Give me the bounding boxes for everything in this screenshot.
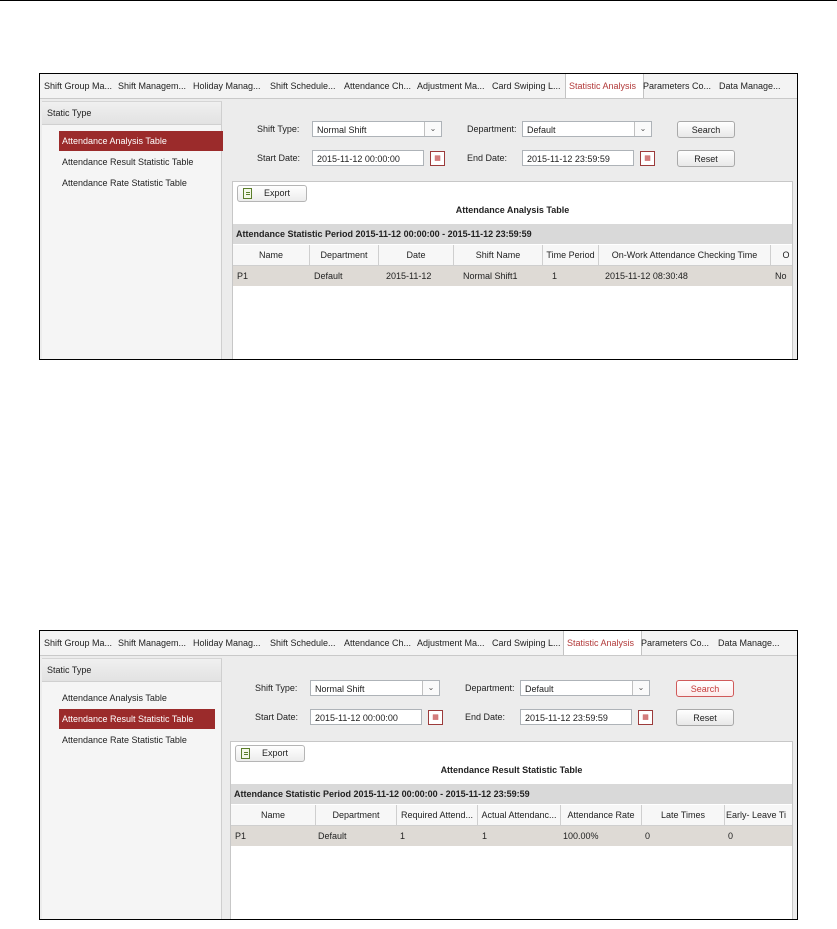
column-header[interactable]: Early- Leave Ti [725, 810, 787, 820]
sidebar-item-attendance-rate[interactable]: Attendance Rate Statistic Table [62, 735, 187, 745]
tab-parameters-configuration[interactable]: Parameters Co... [643, 81, 712, 91]
sidebar-item-attendance-result[interactable]: Attendance Result Statistic Table [62, 157, 194, 167]
export-icon [243, 188, 252, 199]
cell-shift-name: Normal Shift1 [463, 271, 518, 281]
cell-on-work-time: 2015-11-12 08:30:48 [605, 271, 688, 281]
sidebar-header: Static Type [42, 102, 221, 125]
column-header[interactable]: Time Period [543, 245, 599, 265]
end-date-label: End Date: [465, 712, 506, 722]
calendar-icon[interactable]: ▦ [430, 151, 445, 166]
column-header[interactable]: Actual Attendanc... [478, 805, 561, 825]
end-date-field[interactable] [522, 150, 651, 166]
screenshot-attendance-analysis [39, 73, 798, 360]
chevron-down-icon[interactable]: ⌄ [634, 122, 651, 136]
start-date-field[interactable] [312, 150, 441, 166]
end-date-field[interactable] [520, 709, 649, 725]
cell-actual-attendance: 1 [482, 831, 488, 841]
cell-truncated: No [775, 271, 787, 281]
search-button[interactable]: Search [676, 680, 734, 697]
column-header[interactable]: Department [310, 245, 379, 265]
start-date-label: Start Date: [257, 153, 301, 163]
chevron-down-icon[interactable]: ⌄ [632, 681, 649, 695]
sidebar-item-attendance-result[interactable]: Attendance Result Statistic Table [59, 709, 215, 729]
shift-type-label: Shift Type: [257, 124, 300, 134]
cell-name: P1 [237, 271, 249, 281]
cell-early-leave-times: 0 [728, 831, 734, 841]
department-select[interactable] [520, 680, 650, 696]
table-row[interactable] [231, 826, 792, 846]
sidebar-header: Static Type [42, 659, 221, 682]
export-label: Export [262, 748, 289, 758]
tab-attendance-check[interactable]: Attendance Ch... [344, 81, 412, 91]
calendar-icon[interactable]: ▦ [640, 151, 655, 166]
column-header[interactable]: On-Work Attendance Checking Time [599, 245, 771, 265]
tab-adjustment-management[interactable]: Adjustment Ma... [417, 81, 485, 91]
cell-department: Default [318, 831, 347, 841]
start-date-field[interactable] [310, 709, 439, 725]
end-date-value: 2015-11-12 23:59:59 [525, 713, 608, 723]
shift-type-select[interactable] [310, 680, 440, 696]
export-button[interactable] [235, 745, 305, 762]
cell-required-attendance: 1 [400, 831, 406, 841]
column-header[interactable]: Shift Name [454, 245, 543, 265]
tab-shift-group[interactable]: Shift Group Ma... [44, 638, 113, 648]
tab-card-swiping-log[interactable]: Card Swiping L... [492, 81, 561, 91]
reset-button[interactable]: Reset [676, 709, 734, 726]
static-type-sidebar [42, 101, 222, 359]
start-date-value: 2015-11-12 00:00:00 [317, 154, 400, 164]
search-button[interactable]: Search [677, 121, 735, 138]
screenshot-attendance-result [39, 630, 798, 920]
module-tab-bar [40, 74, 797, 99]
tab-shift-schedule[interactable]: Shift Schedule... [270, 638, 336, 648]
column-header[interactable]: Department [316, 805, 397, 825]
tab-data-management[interactable]: Data Manage... [718, 638, 780, 648]
tab-shift-group[interactable]: Shift Group Ma... [44, 81, 113, 91]
tab-shift-management[interactable]: Shift Managem... [118, 81, 187, 91]
column-header[interactable]: Late Times [642, 805, 725, 825]
module-tab-bar [40, 631, 797, 656]
end-date-value: 2015-11-12 23:59:59 [527, 154, 610, 164]
table-row[interactable] [233, 266, 792, 286]
sidebar-item-attendance-analysis[interactable]: Attendance Analysis Table [59, 131, 223, 151]
sidebar-item-attendance-analysis[interactable]: Attendance Analysis Table [62, 693, 167, 703]
cell-date: 2015-11-12 [386, 271, 432, 281]
cell-name: P1 [235, 831, 247, 841]
tab-statistic-analysis[interactable]: Statistic Analysis [565, 73, 644, 98]
department-value: Default [525, 684, 554, 694]
department-label: Department: [467, 124, 517, 134]
chevron-down-icon[interactable]: ⌄ [422, 681, 439, 695]
cell-department: Default [314, 271, 343, 281]
tab-adjustment-management[interactable]: Adjustment Ma... [417, 638, 485, 648]
end-date-label: End Date: [467, 153, 508, 163]
shift-type-label: Shift Type: [255, 683, 298, 693]
cell-late-times: 0 [645, 831, 651, 841]
department-select[interactable] [522, 121, 652, 137]
column-header[interactable]: Name [233, 245, 310, 265]
tab-statistic-analysis[interactable]: Statistic Analysis [563, 630, 642, 655]
tab-shift-schedule[interactable]: Shift Schedule... [270, 81, 336, 91]
tab-card-swiping-log[interactable]: Card Swiping L... [492, 638, 561, 648]
department-value: Default [527, 125, 556, 135]
column-header[interactable]: Required Attend... [397, 805, 478, 825]
start-date-value: 2015-11-12 00:00:00 [315, 713, 398, 723]
start-date-label: Start Date: [255, 712, 299, 722]
shift-type-value: Normal Shift [315, 684, 365, 694]
export-button[interactable] [237, 185, 307, 202]
department-label: Department: [465, 683, 515, 693]
shift-type-value: Normal Shift [317, 125, 367, 135]
column-header[interactable]: O [782, 250, 790, 260]
page-top-rule [0, 0, 837, 1]
chevron-down-icon[interactable]: ⌄ [424, 122, 441, 136]
statistic-main-area [224, 101, 797, 359]
statistic-main-area [224, 658, 797, 919]
column-header[interactable]: Attendance Rate [561, 805, 642, 825]
cell-time-period: 1 [552, 271, 558, 281]
column-header[interactable]: Date [379, 245, 454, 265]
tab-shift-management[interactable]: Shift Managem... [118, 638, 187, 648]
table-header [233, 245, 792, 266]
tab-holiday-management[interactable]: Holiday Manag... [193, 638, 261, 648]
tab-attendance-check[interactable]: Attendance Ch... [344, 638, 412, 648]
statistic-period: Attendance Statistic Period 2015-11-12 00:00:00 - 2015-11-12 23:59:59 [231, 784, 792, 804]
tab-data-management[interactable]: Data Manage... [719, 81, 781, 91]
calendar-icon[interactable]: ▦ [428, 710, 443, 725]
table-title: Attendance Analysis Table [455, 205, 570, 215]
reset-button[interactable]: Reset [677, 150, 735, 167]
tab-holiday-management[interactable]: Holiday Manag... [193, 81, 261, 91]
result-panel [232, 181, 793, 359]
table-header [231, 805, 792, 826]
sidebar-item-attendance-rate[interactable]: Attendance Rate Statistic Table [62, 178, 187, 188]
statistic-period: Attendance Statistic Period 2015-11-12 00:00:00 - 2015-11-12 23:59:59 [233, 224, 792, 244]
table-title: Attendance Result Statistic Table [440, 765, 583, 775]
export-label: Export [264, 188, 291, 198]
tab-parameters-configuration[interactable]: Parameters Co... [641, 638, 710, 648]
cell-attendance-rate: 100.00% [563, 831, 599, 841]
export-icon [241, 748, 250, 759]
calendar-icon[interactable]: ▦ [638, 710, 653, 725]
static-type-sidebar [42, 658, 222, 919]
result-panel [230, 741, 793, 919]
column-header[interactable]: Name [231, 805, 316, 825]
shift-type-select[interactable] [312, 121, 442, 137]
